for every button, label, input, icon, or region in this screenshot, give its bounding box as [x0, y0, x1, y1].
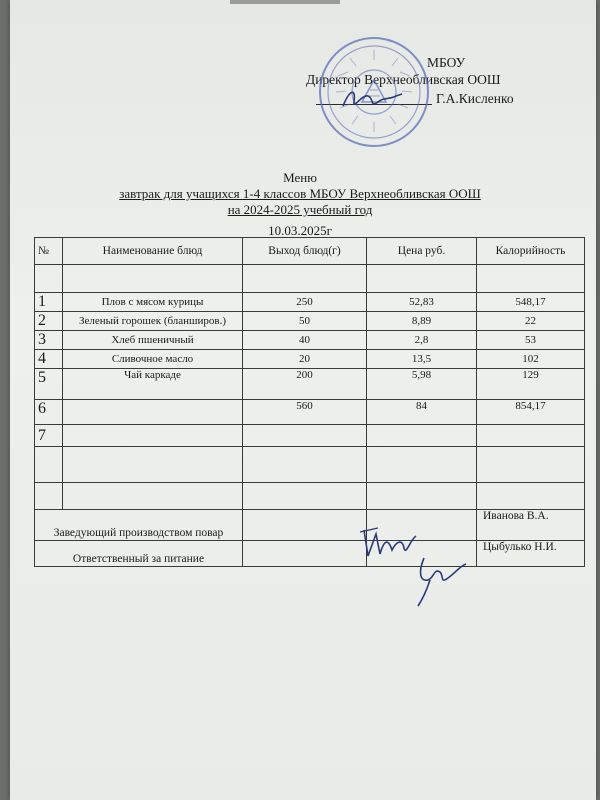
dish-weight: 40 [243, 331, 367, 350]
col-name: Наименование блюд [63, 238, 243, 265]
row-num: 2 [35, 312, 63, 331]
table-row [35, 425, 585, 447]
dish-name: Плов с мясом курицы [63, 293, 243, 312]
table-row [35, 293, 585, 312]
scan-edge [230, 0, 340, 4]
dish-name: Сливочное масло [63, 350, 243, 369]
table-row-blank [35, 265, 585, 293]
responsible-row [35, 541, 585, 567]
menu-subtitle [0, 186, 600, 202]
responsible-signature [410, 552, 480, 610]
table-row [35, 331, 585, 350]
row-num: 3 [35, 331, 63, 350]
dish-price: 8,89 [367, 312, 477, 331]
menu-date: 10.03.2025г [268, 223, 332, 238]
dish-price: 13,5 [367, 350, 477, 369]
dish-weight: 200 [243, 369, 367, 400]
dish-kcal: 102 [477, 350, 585, 369]
dish-price: 2,8 [367, 331, 477, 350]
dish-weight: 20 [243, 350, 367, 369]
dish-name: Хлеб пшеничный [63, 331, 243, 350]
table-row [35, 350, 585, 369]
dish-kcal: 22 [477, 312, 585, 331]
col-weight: Выход блюд(г) [243, 238, 367, 265]
table-row-blank [35, 483, 585, 510]
dish-name: Чай каркаде [63, 369, 243, 400]
total-weight: 560 [243, 400, 367, 425]
menu-year-text: на 2024-2025 учебный год [227, 202, 373, 217]
director-signature [338, 84, 408, 114]
menu-year [0, 202, 600, 218]
row-num: 5 [35, 369, 63, 400]
chef-name: Иванова В.А. [477, 510, 585, 541]
row-num: 1 [35, 293, 63, 312]
col-num: № [35, 238, 63, 265]
approval-name: Г.А.Кисленко [436, 91, 514, 106]
dish-weight: 250 [243, 293, 367, 312]
dish-kcal: 129 [477, 369, 585, 400]
dish-kcal: 53 [477, 331, 585, 350]
table-row-blank [35, 447, 585, 483]
col-kcal: Калорийность [477, 238, 585, 265]
col-price: Цена руб. [367, 238, 477, 265]
table-header [35, 238, 585, 265]
approval-org: МБОУ [427, 55, 466, 70]
row-num: 6 [35, 400, 63, 425]
responsible-name: Цыбулько Н.И. [477, 541, 585, 567]
table-row [35, 369, 585, 400]
dish-kcal: 548,17 [477, 293, 585, 312]
chef-row [35, 510, 585, 541]
responsible-title: Ответственный за питание [35, 541, 243, 567]
approval-position: Директор Верхнеобливская ООШ [306, 72, 501, 87]
dish-price: 5,98 [367, 369, 477, 400]
table-row-total [35, 400, 585, 425]
total-kcal: 854,17 [477, 400, 585, 425]
dish-name: Зеленый горошек (бланширов.) [63, 312, 243, 331]
menu-title: Меню [283, 170, 317, 185]
row-num: 4 [35, 350, 63, 369]
table-row [35, 312, 585, 331]
row-num: 7 [35, 425, 63, 447]
menu-table [34, 237, 585, 567]
menu-subtitle-text: завтрак для учащихся 1-4 классов МБОУ Верхнеобливская ООШ [119, 186, 481, 201]
total-price: 84 [367, 400, 477, 425]
chef-title: Заведующий производством повар [35, 510, 243, 541]
dish-weight: 50 [243, 312, 367, 331]
dish-price: 52,83 [367, 293, 477, 312]
